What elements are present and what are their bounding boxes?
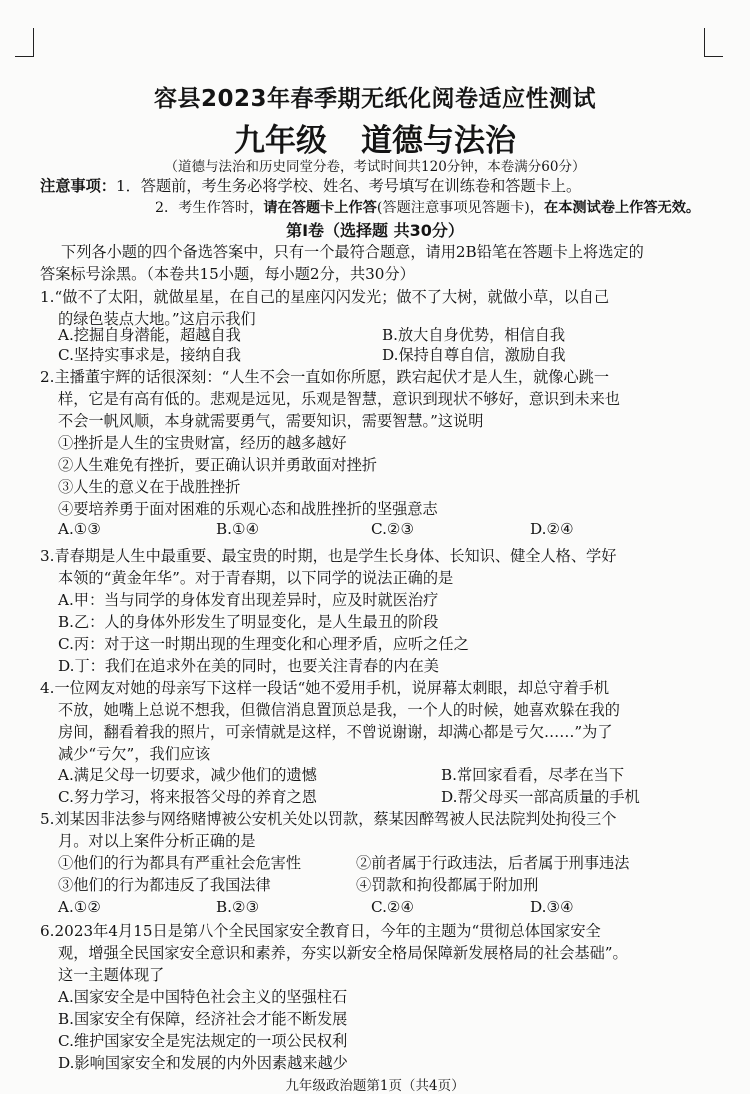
notice-item-2d: 在本测试卷上作答无效。 (544, 200, 701, 216)
q2-statement-3: ③人生的意义在于战胜挫折 (58, 478, 241, 496)
q6-option-a: A.国家安全是中国特色社会主义的坚强柱石 (58, 988, 348, 1006)
q4-line-1: 4.一位网友对她的母亲写下这样一段话“她不爱用手机，说屏幕太刺眼，却总守着手机 (40, 679, 610, 697)
q5-statement-4: ④罚款和拘役都属于附加刑 (356, 876, 539, 894)
q5-line-2: 月。对以上案件分析正确的是 (58, 832, 256, 850)
q2-line-2: 样，它是有高有低的。悲观是远见，乐观是智慧，意识到现状不够好，意识到未来也 (58, 390, 620, 408)
subject-label: 道德与法治 (361, 123, 516, 159)
q5-option-c: C.②④ (371, 898, 415, 916)
q6-line-2: 观，增强全民国家安全意识和素养，夯实以新安全格局保障新发展格局的社会基础”。 (58, 944, 628, 962)
q5-option-d: D.③④ (530, 898, 574, 916)
q2-line-1: 2.主播董宇辉的话很深刻：“人生不会一直如你所愿，跌宕起伏才是人生，就像心跳一 (40, 368, 610, 386)
q3-line-1: 3.青春期是人生中最重要、最宝贵的时期，也是学生长身体、长知识、健全人格、学好 (40, 547, 617, 565)
notice-line-2 (155, 197, 700, 219)
q3-option-b: B.乙：人的身体外形发生了明显变化，是人生最丑的阶段 (58, 613, 439, 631)
notice-label: 注意事项： (40, 177, 116, 195)
page-footer: 九年级政治题第1页（共4页） (285, 1078, 465, 1094)
q5-option-b: B.②③ (216, 898, 260, 916)
crop-mark-left-h (15, 56, 34, 57)
notice-line-1 (40, 175, 581, 197)
q1-option-b: B.放大自身优势，相信自我 (382, 326, 566, 344)
crop-mark-right-h (704, 56, 723, 57)
q4-option-a: A.满足父母一切要求，减少他们的遗憾 (58, 766, 317, 784)
q3-option-a: A.甲：当与同学的身体发育出现差异时，应及时就医治疗 (58, 591, 439, 609)
q1-line-2: 的绿色装点大地。”这启示我们 (58, 310, 256, 328)
grade-label: 九年级 (234, 123, 327, 159)
notice-item-2c: (答题注意事项见答题卡)， (376, 200, 544, 216)
q2-option-d: D.②④ (530, 520, 574, 538)
notice-item-1: 1．答题前，考生务必将学校、姓名、考号填写在训练卷和答题卡上。 (115, 177, 582, 195)
section-instruction-2: 答案标号涂黑。（本卷共15小题，每小题2分，共30分） (40, 265, 415, 283)
q1-option-c: C.坚持实事求是，接纳自我 (58, 346, 241, 364)
q1-option-a: A.挖掘自身潜能，超越自我 (58, 326, 241, 344)
q3-option-d: D.丁：我们在追求外在美的同时，也要关注青春的内在美 (58, 657, 439, 675)
notice-item-2b: 请在答题卡上作答 (263, 200, 377, 216)
q1-option-d: D.保持自尊自信，激励自我 (382, 346, 566, 364)
crop-mark-right (704, 28, 705, 56)
q3-line-2: 本领的“黄金年华”。对于青春期，以下同学的说法正确的是 (58, 569, 454, 587)
q6-line-3: 这一主题体现了 (58, 966, 165, 984)
q6-option-b: B.国家安全有保障，经济社会才能不断发展 (58, 1010, 348, 1028)
notice-item-2a: 2．考生作答时， (155, 200, 264, 216)
q4-line-2: 不放，她嘴上总说不想我，但微信消息置顶总是我，一个人的时候，她喜欢躲在我的 (58, 701, 620, 719)
q5-option-a: A.①② (58, 898, 102, 916)
q2-statement-1: ①挫折是人生的宝贵财富，经历的越多越好 (58, 434, 347, 452)
q6-option-c: C.维护国家安全是宪法规定的一项公民权利 (58, 1032, 348, 1050)
q2-option-b: B.①④ (216, 520, 260, 538)
q4-option-c: C.努力学习，将来报答父母的养育之恩 (58, 788, 317, 806)
q4-option-d: D.帮父母买一部高质量的手机 (441, 788, 640, 806)
q2-line-3: 不会一帆风顺，本身就需要勇气，需要知识，需要智慧。”这说明 (58, 412, 484, 430)
q1-line-1: 1.“做不了太阳，就做星星，在自己的星座闪闪发光；做不了大树，就做小草，以自己 (40, 288, 610, 306)
q3-option-c: C.丙：对于这一时期出现的生理变化和心理矛盾，应听之任之 (58, 635, 469, 653)
exam-note: （道德与法治和历史同堂分卷，考试时间共120分钟，本卷满分60分） (164, 159, 586, 175)
q5-statement-1: ①他们的行为都具有严重社会危害性 (58, 854, 301, 872)
crop-mark-left (33, 28, 34, 56)
q2-option-a: A.①③ (58, 520, 102, 538)
section-heading: 第Ⅰ卷（选择题 共30分） (286, 221, 464, 240)
q5-statement-2: ②前者属于行政违法，后者属于刑事违法 (356, 854, 630, 872)
q4-option-b: B.常回家看看，尽孝在当下 (441, 766, 625, 784)
q5-statement-3: ③他们的行为都违反了我国法律 (58, 876, 271, 894)
q5-line-1: 5.刘某因非法参与网络赌博被公安机关处以罚款，蔡某因醉驾被人民法院判处拘役三个 (40, 810, 617, 828)
q4-line-3: 房间，翻看着我的照片，可亲情就是这样，不曾说谢谢，却满心都是亏欠……”为了 (58, 723, 613, 741)
q6-option-d: D.影响国家安全和发展的内外因素越来越少 (58, 1054, 348, 1072)
grade-subject (0, 115, 750, 160)
q2-statement-4: ④要培养勇于面对困难的乐观心态和战胜挫折的坚强意志 (58, 500, 438, 518)
q6-line-1: 6.2023年4月15日是第八个全民国家安全教育日，今年的主题为“贯彻总体国家安全 (40, 922, 601, 940)
section-instruction-1: 下列各小题的四个备选答案中，只有一个最符合题意，请用2B铅笔在答题卡上将选定的 (61, 243, 644, 261)
q2-option-c: C.②③ (371, 520, 415, 538)
exam-title: 容县2023年春季期无纸化阅卷适应性测试 (153, 86, 596, 112)
q2-statement-2: ②人生难免有挫折，要正确认识并勇敢面对挫折 (58, 456, 377, 474)
q4-line-4: 减少“亏欠”，我们应该 (58, 745, 211, 763)
